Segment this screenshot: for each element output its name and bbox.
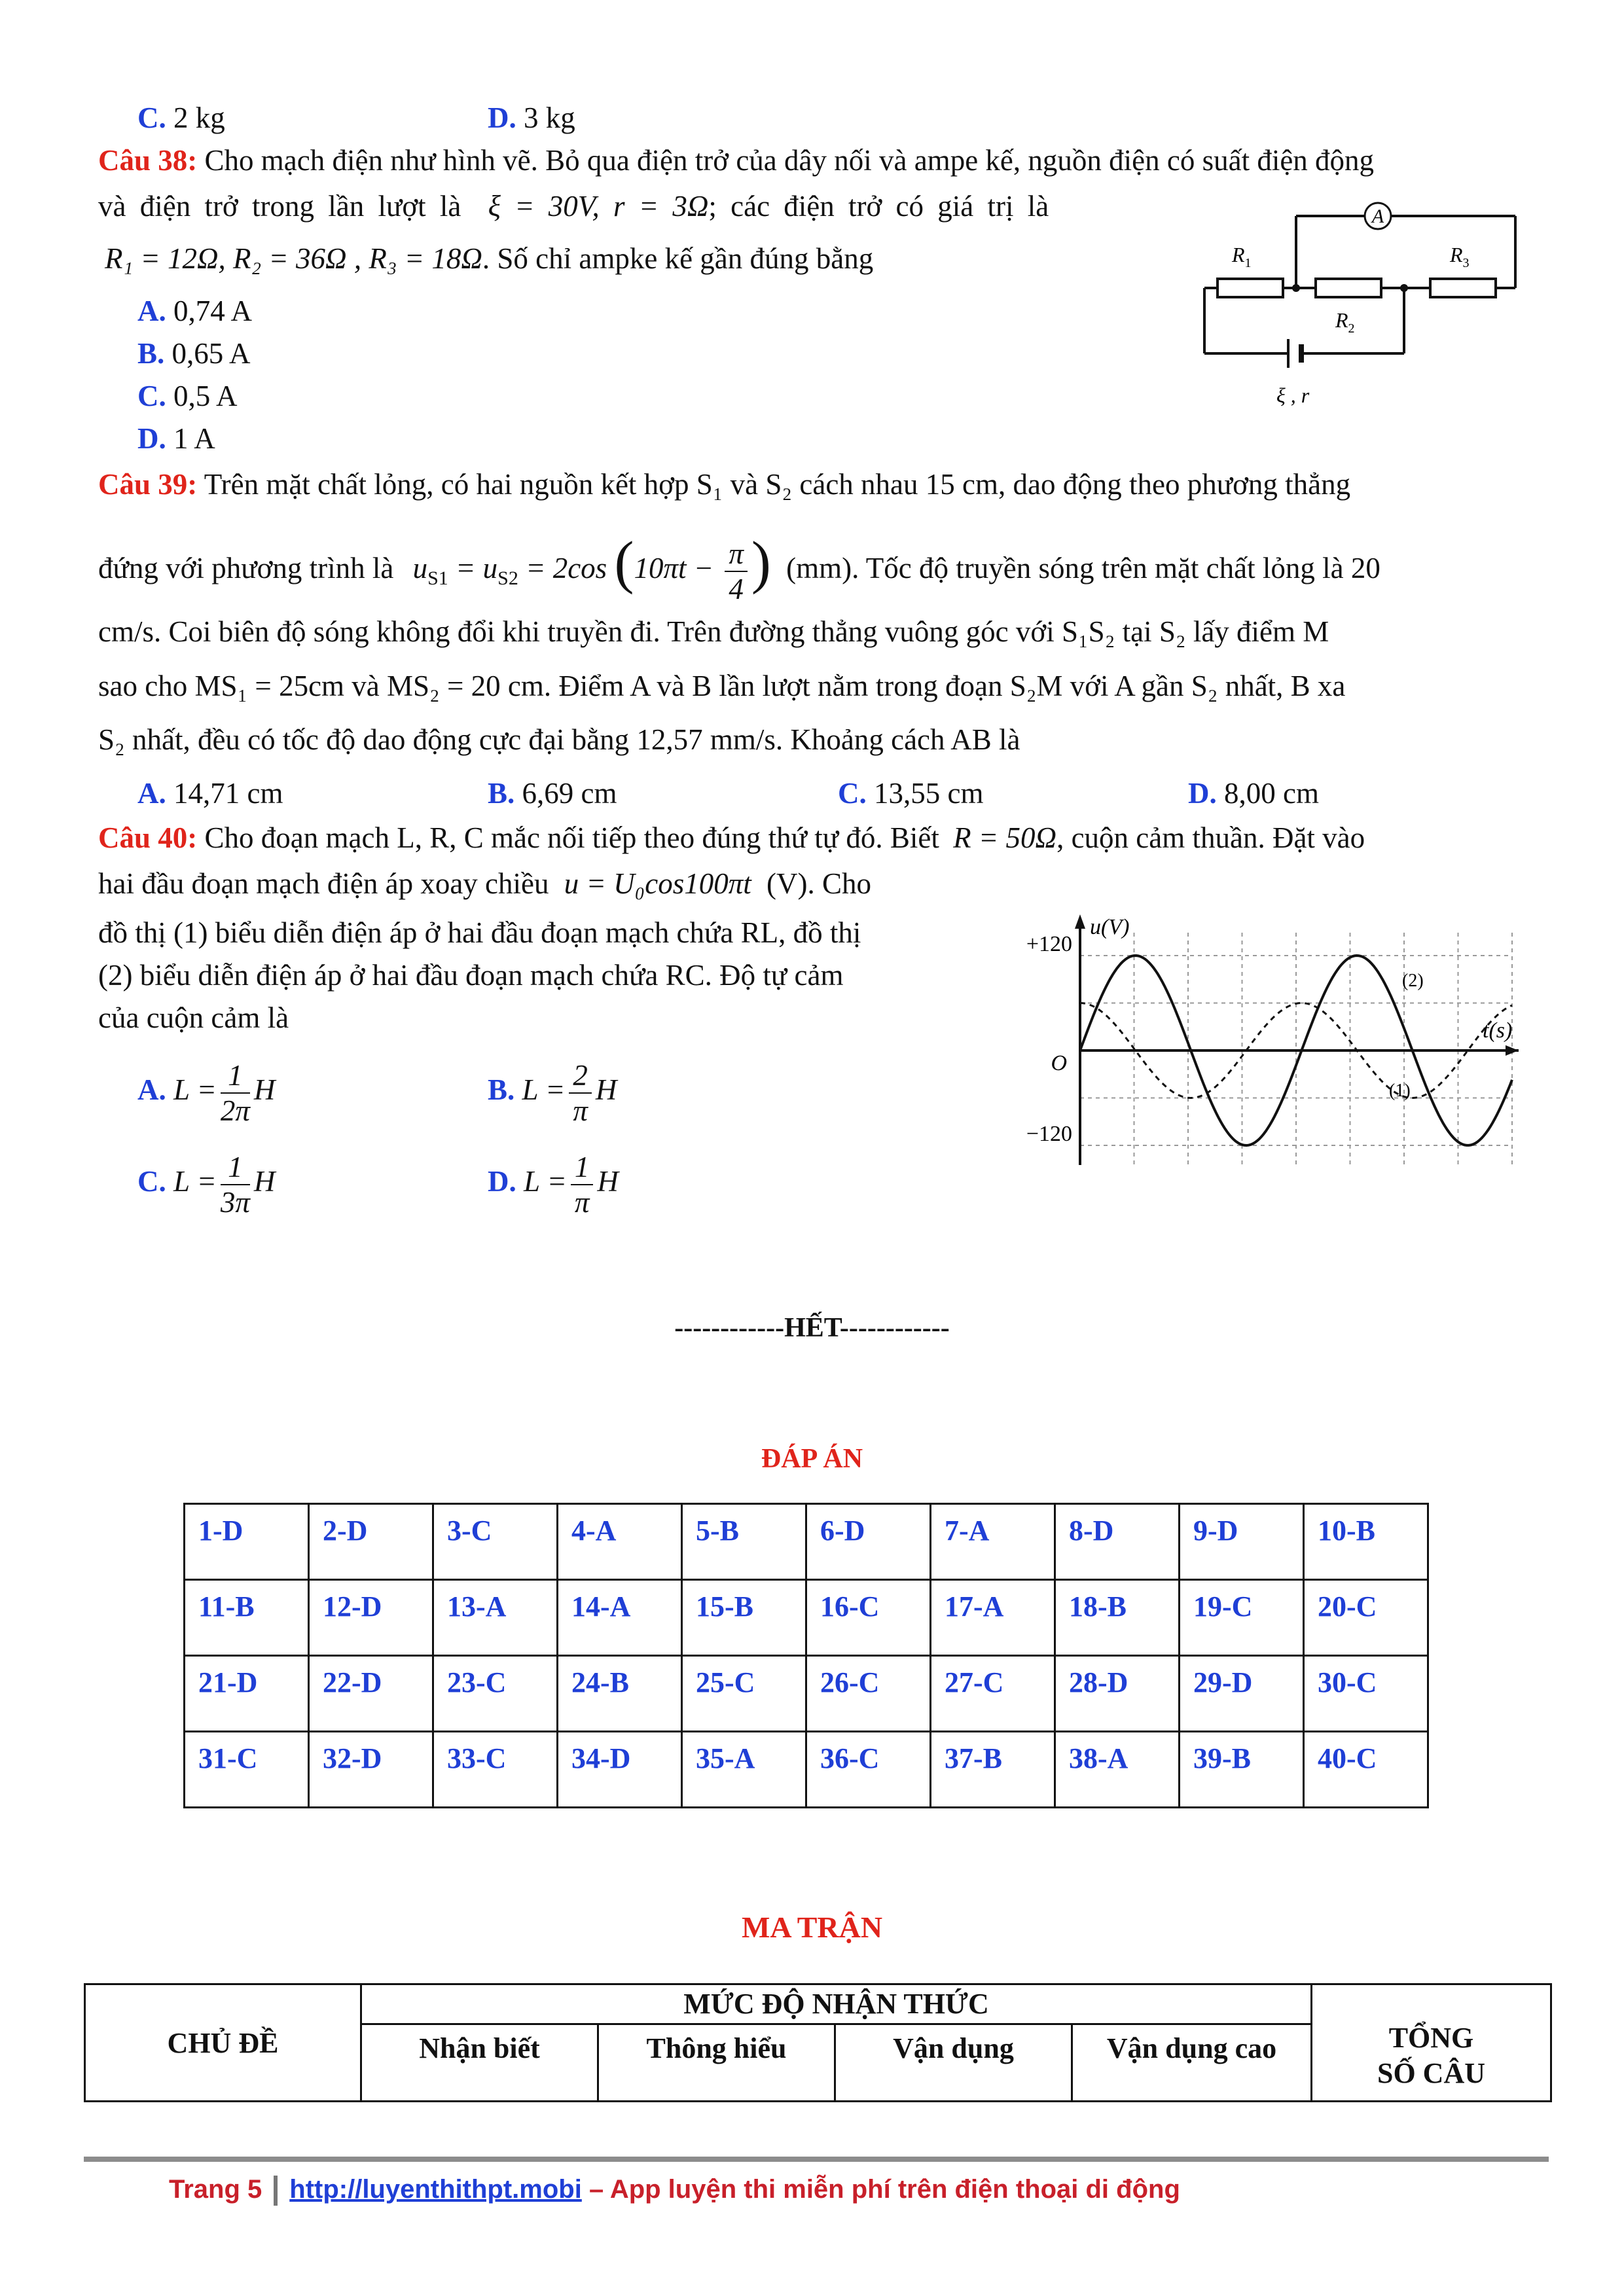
option-label: D. [137, 422, 166, 455]
math: ξ = 30V, r = 3Ω [488, 190, 709, 223]
answer-cell: 34-D [558, 1732, 682, 1808]
answers-row [185, 1580, 1428, 1656]
option-text: 0,65 A [171, 337, 251, 370]
answer-cell: 37-B [931, 1732, 1055, 1808]
q38-line2 [98, 187, 1049, 226]
answer-cell: 28-D [1055, 1656, 1180, 1732]
option-text: 3 kg [524, 101, 575, 134]
origin-label: O [1051, 1051, 1067, 1075]
q40-line4: (2) biểu diễn điện áp ở hai đầu đoạn mạch chứa RC. Độ tự cảm [98, 959, 844, 992]
q40-line1 [98, 818, 1365, 857]
option-math: L = [522, 1073, 566, 1106]
source-label: ξ , r [1276, 384, 1310, 407]
answer-cell: 18-B [1055, 1580, 1180, 1656]
answer-cell: 19-C [1180, 1580, 1304, 1656]
q38-line1 [98, 141, 1374, 180]
r1-label: $R_1$ [1232, 243, 1252, 270]
divider [274, 2176, 278, 2206]
option-text: 6,69 cm [522, 777, 617, 810]
unit: H [253, 1073, 276, 1106]
answer-cell: 3-C [433, 1504, 558, 1580]
answer-cell: 5-B [682, 1504, 806, 1580]
answer-cell: 24-B [558, 1656, 682, 1732]
math: R = 50Ω [953, 821, 1057, 854]
answer-cell: 33-C [433, 1732, 558, 1808]
q38-line3 [105, 239, 873, 278]
option-label: A. [137, 295, 166, 327]
q40-option-b [488, 1054, 617, 1128]
answer-cell: 11-B [185, 1580, 309, 1656]
answer-cell: 7-A [931, 1504, 1055, 1580]
junction-dot [1292, 284, 1300, 292]
u-axis-arrow-icon [1075, 914, 1085, 929]
equation: $u_{S1} = u_{S2} = 2\cos$ [412, 552, 607, 589]
q39-line3: cm/s. Coi biên độ sóng không đổi khi truyền đi. Trên đường thẳng vuông góc với S₁S₂ tại S₂ lấy điểm M [98, 615, 1329, 648]
text: , cuộn cảm thuần. Đặt vào [1056, 821, 1365, 854]
matrix-title: MA TRẬN [741, 1910, 883, 1944]
page-number: Trang 5 [169, 2175, 262, 2204]
answer-cell: 9-D [1180, 1504, 1304, 1580]
answer-cell: 40-C [1304, 1732, 1428, 1808]
text: và điện trở trong lần lượt là [98, 190, 461, 223]
unit: H [597, 1165, 619, 1198]
q37-option-d [488, 98, 575, 137]
option-math: L = [524, 1165, 567, 1198]
q40-line3: đồ thị (1) biểu diễn điện áp ở hai đầu đoạn mạch chứa RL, đồ thị [98, 916, 861, 949]
matrix-col-topic: CHỦ ĐỀ [85, 1984, 361, 2102]
q37-option-c [137, 98, 225, 137]
option-label: D. [488, 101, 516, 134]
option-text: 8,00 cm [1224, 777, 1319, 810]
answer-cell: 26-C [806, 1656, 931, 1732]
answer-cell: 25-C [682, 1656, 806, 1732]
q40-line2 [98, 864, 871, 903]
answer-cell: 15-B [682, 1580, 806, 1656]
answer-cell: 30-C [1304, 1656, 1428, 1732]
option-label: B. [488, 777, 515, 810]
answer-cell: 32-D [309, 1732, 433, 1808]
option-math: L = [173, 1073, 217, 1106]
math: R₁ = 12Ω, R₂ = 36Ω , R₃ = 18Ω [105, 242, 482, 275]
option-label: C. [137, 1165, 166, 1198]
ammeter-label: A [1371, 206, 1384, 227]
option-text: 1 A [173, 422, 215, 455]
q39-option-c [838, 774, 983, 813]
q39-option-b [488, 774, 617, 813]
text: ; các điện trở có giá trị là [708, 190, 1049, 223]
matrix-col-group: MỨC ĐỘ NHẬN THỨC [361, 1984, 1312, 2024]
option-text: 0,74 A [173, 295, 253, 327]
q40-option-c [137, 1145, 275, 1219]
question-text: Cho đoạn mạch L, R, C mắc nối tiếp theo đúng thứ tự đó. Biết [204, 821, 939, 854]
answer-cell: 36-C [806, 1732, 931, 1808]
q40-option-a [137, 1054, 275, 1128]
option-label: B. [137, 337, 165, 370]
option-label: D. [1188, 777, 1217, 810]
answer-cell: 6-D [806, 1504, 931, 1580]
q40-option-d [488, 1145, 619, 1219]
answer-cell: 39-B [1180, 1732, 1304, 1808]
r3-label: $R_3$ [1450, 243, 1470, 270]
text: (mm). Tốc độ truyền sóng trên mặt chất lỏng là 20 [786, 552, 1380, 584]
q38-option-b [137, 334, 251, 373]
option-text: 0,5 A [173, 380, 238, 412]
answer-cell: 13-A [433, 1580, 558, 1656]
equation-inner: 10πt − [634, 552, 714, 584]
question-label: Câu 38: [98, 144, 198, 177]
option-label: A. [137, 777, 166, 810]
text: hai đầu đoạn mạch điện áp xoay chiều [98, 867, 549, 900]
answer-cell: 2-D [309, 1504, 433, 1580]
question-label: Câu 40: [98, 821, 198, 854]
matrix-level: Nhận biết [361, 2024, 598, 2102]
answers-row [185, 1656, 1428, 1732]
answer-cell: 29-D [1180, 1656, 1304, 1732]
text: . Số chỉ ampke kế gần đúng bằng [482, 242, 874, 275]
curve-1-label: (1) [1389, 1081, 1411, 1101]
option-math: L = [173, 1165, 217, 1198]
voltage-graph [1001, 906, 1525, 1168]
fraction: $\frac{1}{2\pi}$ [220, 1058, 250, 1127]
option-text: 2 kg [173, 101, 225, 134]
unit: H [595, 1073, 617, 1106]
answer-cell: 8-D [1055, 1504, 1180, 1580]
answer-cell: 16-C [806, 1580, 931, 1656]
footer-link[interactable]: http://luyenthithpt.mobi [289, 2175, 582, 2204]
fraction: $\frac{1}{3\pi}$ [220, 1150, 250, 1219]
answer-cell: 17-A [931, 1580, 1055, 1656]
text: đứng với phương trình là [98, 552, 394, 584]
q38-option-a [137, 291, 252, 331]
fraction: $\frac{2}{\pi}$ [569, 1058, 592, 1128]
r2-label: $R_2$ [1335, 308, 1355, 336]
junction-dot [1400, 284, 1408, 292]
question-label: Câu 39: [98, 468, 198, 501]
q38-option-d [137, 419, 215, 458]
answer-cell: 12-D [309, 1580, 433, 1656]
q39-option-a [137, 774, 283, 813]
q39-line4: sao cho MS₁ = 25cm và MS₂ = 20 cm. Điểm A và B lần lượt nằm trong đoạn S₂M với A gần S₂ nhất, B xa [98, 670, 1346, 702]
option-label: C. [838, 777, 867, 810]
y-tick-top: +120 [1026, 932, 1072, 956]
unit: H [253, 1165, 276, 1198]
answer-cell: 4-A [558, 1504, 682, 1580]
answer-cell: 14-A [558, 1580, 682, 1656]
answer-cell: 1-D [185, 1504, 309, 1580]
math: u = U₀cos100πt [564, 867, 751, 900]
answer-cell: 23-C [433, 1656, 558, 1732]
matrix-table [84, 1983, 1552, 2102]
option-label: C. [137, 101, 166, 134]
q38-option-c [137, 376, 238, 416]
y-tick-bottom: −120 [1026, 1122, 1072, 1146]
end-marker: ------------HẾT------------ [674, 1313, 950, 1343]
answer-cell: 20-C [1304, 1580, 1428, 1656]
answer-cell: 31-C [185, 1732, 309, 1808]
fraction: $\frac{1}{\pi}$ [571, 1150, 594, 1219]
x-axis-label: t(s) [1483, 1018, 1513, 1043]
option-label: A. [137, 1073, 166, 1106]
q39-line5: S₂ nhất, đều có tốc độ dao động cực đại bằng 12,57 mm/s. Khoảng cách AB là [98, 723, 1020, 756]
question-text: Cho mạch điện như hình vẽ. Bỏ qua điện trở của dây nối và ampe kế, nguồn điện có suất điện động [204, 144, 1375, 177]
option-text: 13,55 cm [874, 777, 984, 810]
answers-table [183, 1503, 1429, 1808]
option-label: B. [488, 1073, 515, 1106]
matrix-level: Vận dụng cao [1072, 2024, 1312, 2102]
curve-2-label: (2) [1402, 971, 1424, 991]
circuit-diagram [1191, 190, 1532, 425]
q39-line2: đứng với phương trình là $u_{S1} = u_{S2} = 2\cos$ (10πt − $\frac{\pi}{4}$ ) (mm). Tốc độ truyền sóng trên mặt chất lỏng là 20 [98, 530, 1380, 605]
footer [169, 2175, 1180, 2206]
option-text: 14,71 cm [173, 777, 283, 810]
battery-icon [1288, 339, 1301, 368]
answer-cell: 38-A [1055, 1732, 1180, 1808]
answer-cell: 10-B [1304, 1504, 1428, 1580]
answer-cell: 22-D [309, 1656, 433, 1732]
text: (V). Cho [767, 867, 872, 900]
answer-cell: 21-D [185, 1656, 309, 1732]
footer-rule [84, 2157, 1549, 2162]
y-axis-label: u(V) [1090, 915, 1130, 939]
answers-row [185, 1732, 1428, 1808]
matrix-col-total: TỔNG SỐ CÂU [1312, 1984, 1551, 2102]
q40-line5: của cuộn cảm là [98, 1001, 289, 1034]
answers-row [185, 1504, 1428, 1580]
answers-title: ĐÁP ÁN [761, 1444, 863, 1474]
footer-tagline: – App luyện thi miễn phí trên điện thoại di động [581, 2175, 1180, 2204]
q39-option-d [1188, 774, 1319, 813]
option-label: C. [137, 380, 166, 412]
answer-cell: 35-A [682, 1732, 806, 1808]
matrix-level: Thông hiểu [598, 2024, 835, 2102]
question-text: Trên mặt chất lỏng, có hai nguồn kết hợp S₁ và S₂ cách nhau 15 cm, dao động theo phương thẳng [204, 468, 1351, 501]
q39-line1 [98, 465, 1350, 504]
matrix-level: Vận dụng [835, 2024, 1072, 2102]
answer-cell: 27-C [931, 1656, 1055, 1732]
option-label: D. [488, 1165, 516, 1198]
fraction: $\frac{\pi}{4}$ [725, 537, 748, 606]
